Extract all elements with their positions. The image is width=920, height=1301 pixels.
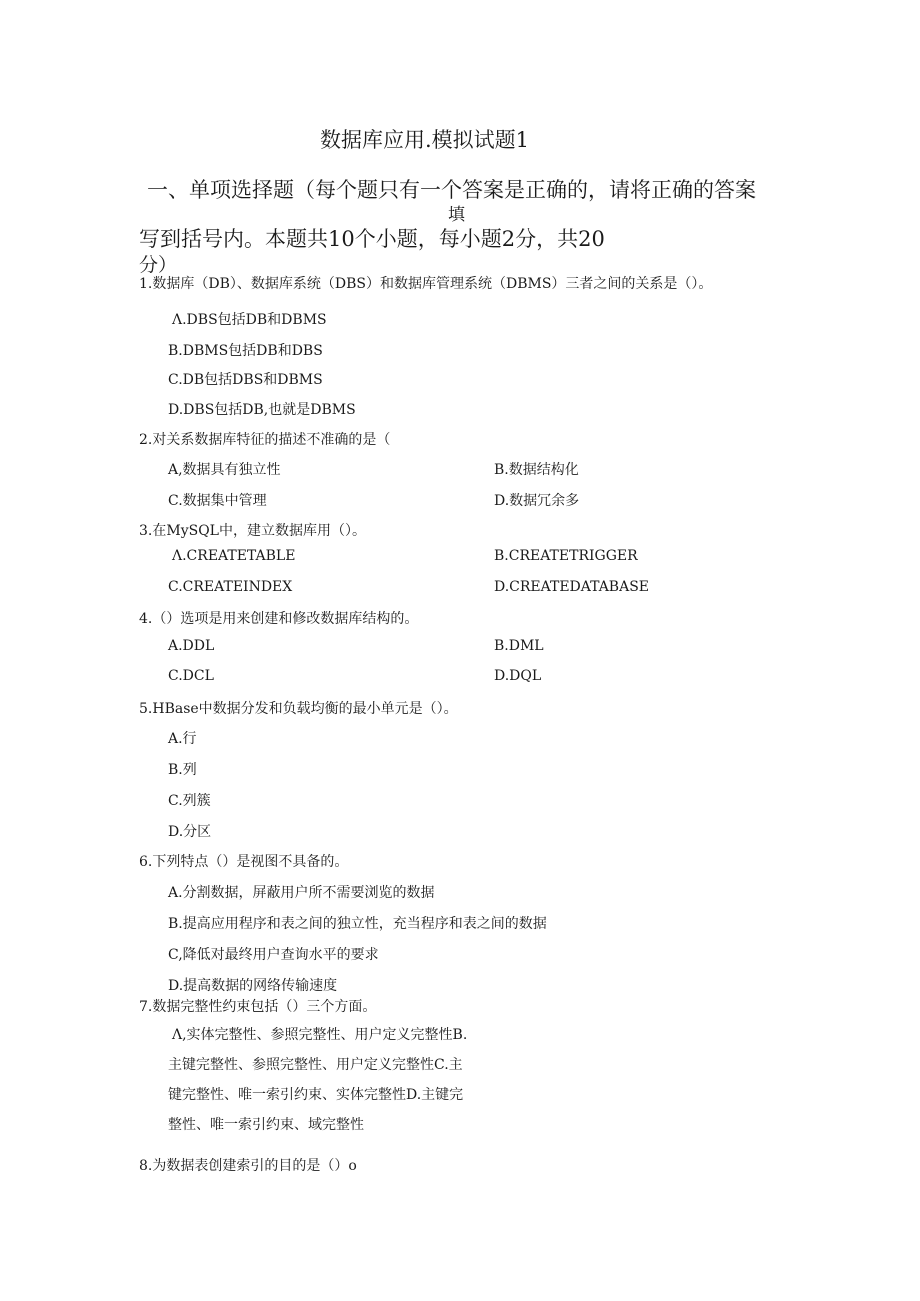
question-7-options-line-3: 键完整性、唯一索引约束、实体完整性D.主键完	[168, 1087, 464, 1103]
question-5-option-d: D.分区	[168, 824, 212, 840]
question-3-option-c: C.CREATEINDEX	[168, 579, 293, 595]
question-5-option-b: B.列	[168, 762, 197, 778]
question-1-option-a: Λ.DBS包括DB和DBMS	[172, 312, 327, 328]
question-6-stem: 6.下列特点（）是视图不具备的。	[139, 854, 349, 870]
question-5-stem: 5.HBase中数据分发和负载均衡的最小单元是（）。	[139, 701, 458, 717]
question-2-option-a: A,数据具有独立性	[168, 462, 281, 478]
section-heading-line-1: 一、单项选择题（每个题只有一个答案是正确的，请将正确的答案	[147, 178, 756, 202]
question-1-option-d: D.DBS包括DB,也就是DBMS	[168, 402, 356, 418]
question-4-option-c: C.DCL	[168, 668, 214, 684]
question-2-option-b: B.数据结构化	[494, 462, 579, 478]
question-5-option-c: C.列簇	[168, 793, 211, 809]
section-heading-line-3: 分）	[139, 254, 178, 276]
question-4-stem: 4.（）选项是用来创建和修改数据库结构的。	[139, 611, 419, 627]
section-heading-line-1-tail: 填	[448, 205, 465, 225]
section-heading-line-2: 写到括号内。本题共10个小题，每小题2分，共20	[139, 227, 605, 251]
page-title: 数据库应用.模拟试题1	[320, 128, 530, 152]
question-7-stem: 7.数据完整性约束包括（）三个方面。	[139, 999, 377, 1015]
question-4-option-a: A.DDL	[168, 638, 215, 654]
question-1-stem: 1.数据库（DB）、数据库系统（DBS）和数据库管理系统（DBMS）三者之间的关系是（）。	[139, 276, 713, 292]
question-1-option-c: C.DB包括DBS和DBMS	[168, 372, 323, 388]
question-4-option-d: D.DQL	[494, 668, 542, 684]
question-4-option-b: B.DML	[494, 638, 544, 654]
question-7-options-line-1: Λ,实体完整性、参照完整性、用户定义完整性B.	[172, 1027, 468, 1043]
question-3-option-b: B.CREATETRIGGER	[494, 548, 638, 564]
question-7-options-line-2: 主键完整性、参照完整性、用户定义完整性C.主	[168, 1057, 463, 1073]
question-6-option-d: D.提高数据的网络传输速度	[168, 978, 338, 994]
question-1-option-b: B.DBMS包括DB和DBS	[168, 343, 323, 359]
question-2-option-c: C.数据集中管理	[168, 493, 267, 509]
question-7-options-line-4: 整性、唯一索引约束、域完整性	[168, 1117, 364, 1133]
question-2-option-d: D.数据冗余多	[494, 493, 580, 509]
question-8-stem: 8.为数据表创建索引的目的是（）o	[139, 1158, 357, 1174]
question-5-option-a: A.行	[168, 731, 197, 747]
question-6-option-a: A.分割数据，屏蔽用户所不需要浏览的数据	[168, 885, 435, 901]
question-3-stem: 3.在MySQL中，建立数据库用（）。	[139, 523, 366, 539]
question-2-stem: 2.对关系数据库特征的描述不准确的是（	[139, 432, 391, 448]
question-3-option-d: D.CREATEDATABASE	[494, 579, 650, 595]
question-6-option-b: B.提高应用程序和表之间的独立性，充当程序和表之间的数据	[168, 916, 547, 932]
question-6-option-c: C,降低对最终用户查询水平的要求	[168, 947, 379, 963]
question-3-option-a: Λ.CREATETABLE	[172, 548, 296, 564]
